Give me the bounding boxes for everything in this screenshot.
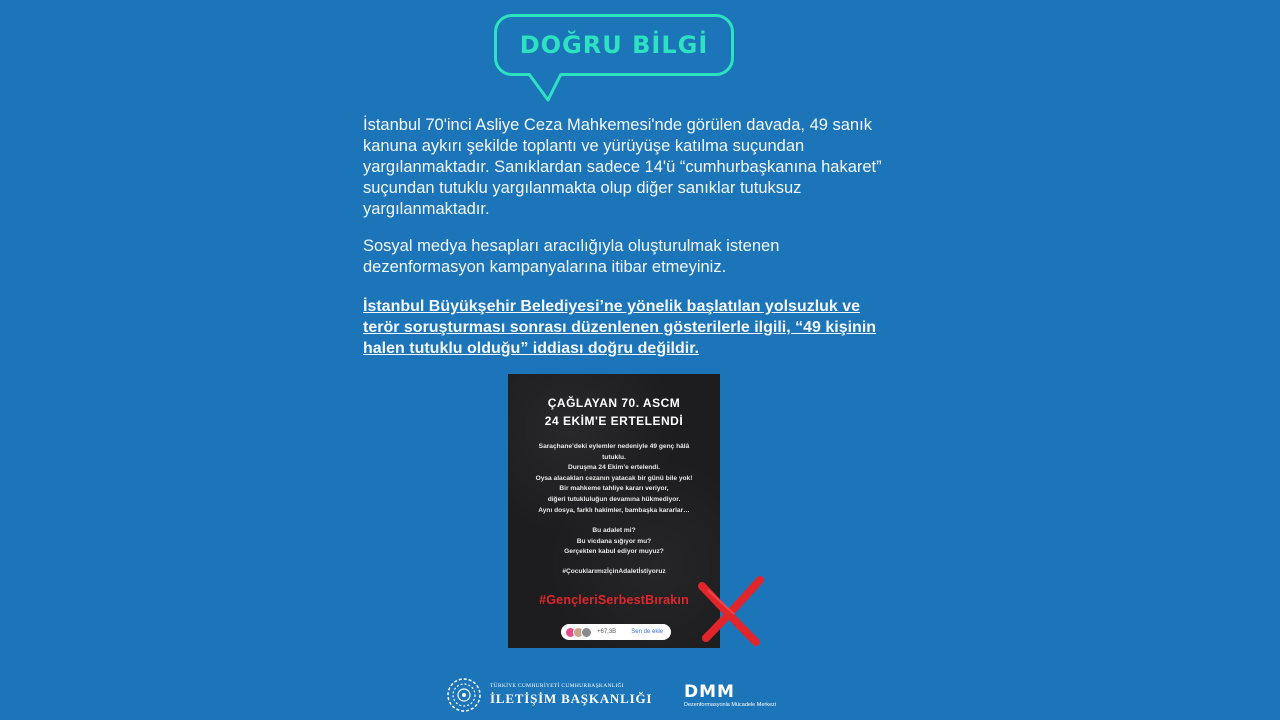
page-title: DOĞRU BİLGİ [519,31,709,59]
participant-count: +67,3B [597,629,617,635]
dmm-logo-subtitle: Dezenformasyonla Mücadele Merkezi [684,702,777,708]
post-title [508,394,720,430]
post-body-line: Duruşma 24 Ekim’e ertelendi. [568,464,660,472]
post-body-line: Oysa alacakları cezanın yatacak bir günü bile yok! [535,474,693,482]
speech-bubble-tail-icon [521,72,571,104]
post-hashtag: #GençleriSerbestBırakın [539,592,689,607]
post-body-line: Bir mahkeme tahliye kararı veriyor, [559,485,669,493]
logo-title: İLETİŞİM BAŞKANLIĞI [490,691,653,706]
article-paragraph-2: Sosyal medya hesapları aracılığıyla oluşturulmak istenen dezenformasyon kampanyalarına itibar etmeyiniz. [363,237,780,276]
post-title-line: 24 EKİM'E ERTELENDİ [544,414,684,428]
post-question-line: Bu vicdana sığıyor mu? [576,537,652,545]
post-body-line: diğeri tutukluluğun devamına hükmediyor. [547,495,681,503]
embedded-post-image [508,374,720,648]
post-tag: #ÇocuklarımızİçinAdaletİstiyoruz [562,567,666,575]
article-paragraph-1: İstanbul 70'inci Asliye Ceza Mahkemesi'nde görülen davada, 49 sanık kanuna aykırı şekilde toplantı ve yürüyüşe katılma suçundan yargılanmaktadır. Sanıklardan sadece 14'ü “cumhurbaşkanına hakaret” suçundan tutuklu yargılanmakta olup diğer sanıklar tutuksuz yargılanmaktadır. [363,116,882,218]
post-question-line: Bu adalet mi? [592,527,636,535]
iletisim-logo-text [490,683,652,707]
post-body-line: Aynı dosya, farklı hakimler, bambaşka kararlar… [538,506,690,514]
post-body-line: tutuklu. [602,453,626,461]
article-conclusion: İstanbul Büyükşehir Belediyesi’ne yönelik başlatılan yolsuzluk ve terör soruşturması sonrası düzenlenen gösterilerle ilgili, “49 kişinin halen tutuklu olduğu” iddiası doğru değildir. [363,298,877,357]
post-title-line: ÇAĞLAYAN 70. ASCM [547,396,681,410]
dmm-logo [684,684,776,708]
add-yourself-link: Sen de ekle [631,629,663,635]
post-body [508,442,720,516]
post-footer-pill [561,624,671,640]
red-cross-icon [694,576,766,648]
post-question-line: Gerçekten kabul ediyor muyuz? [564,548,664,556]
post-body-line: Saraçhane’deki eylemler nedeniyle 49 genç hâlâ [538,443,690,450]
avatar-group [565,627,589,638]
presidency-emblem-icon [446,677,482,713]
speech-bubble [494,14,734,76]
iletisim-logo [446,677,652,713]
dmm-logo-title: DMM [684,682,735,702]
avatar [581,627,592,638]
post-questions [508,526,720,558]
logo-subtitle: TÜRKİYE CUMHURİYETİ CUMHURBAŞKANLIĞI [490,683,624,689]
